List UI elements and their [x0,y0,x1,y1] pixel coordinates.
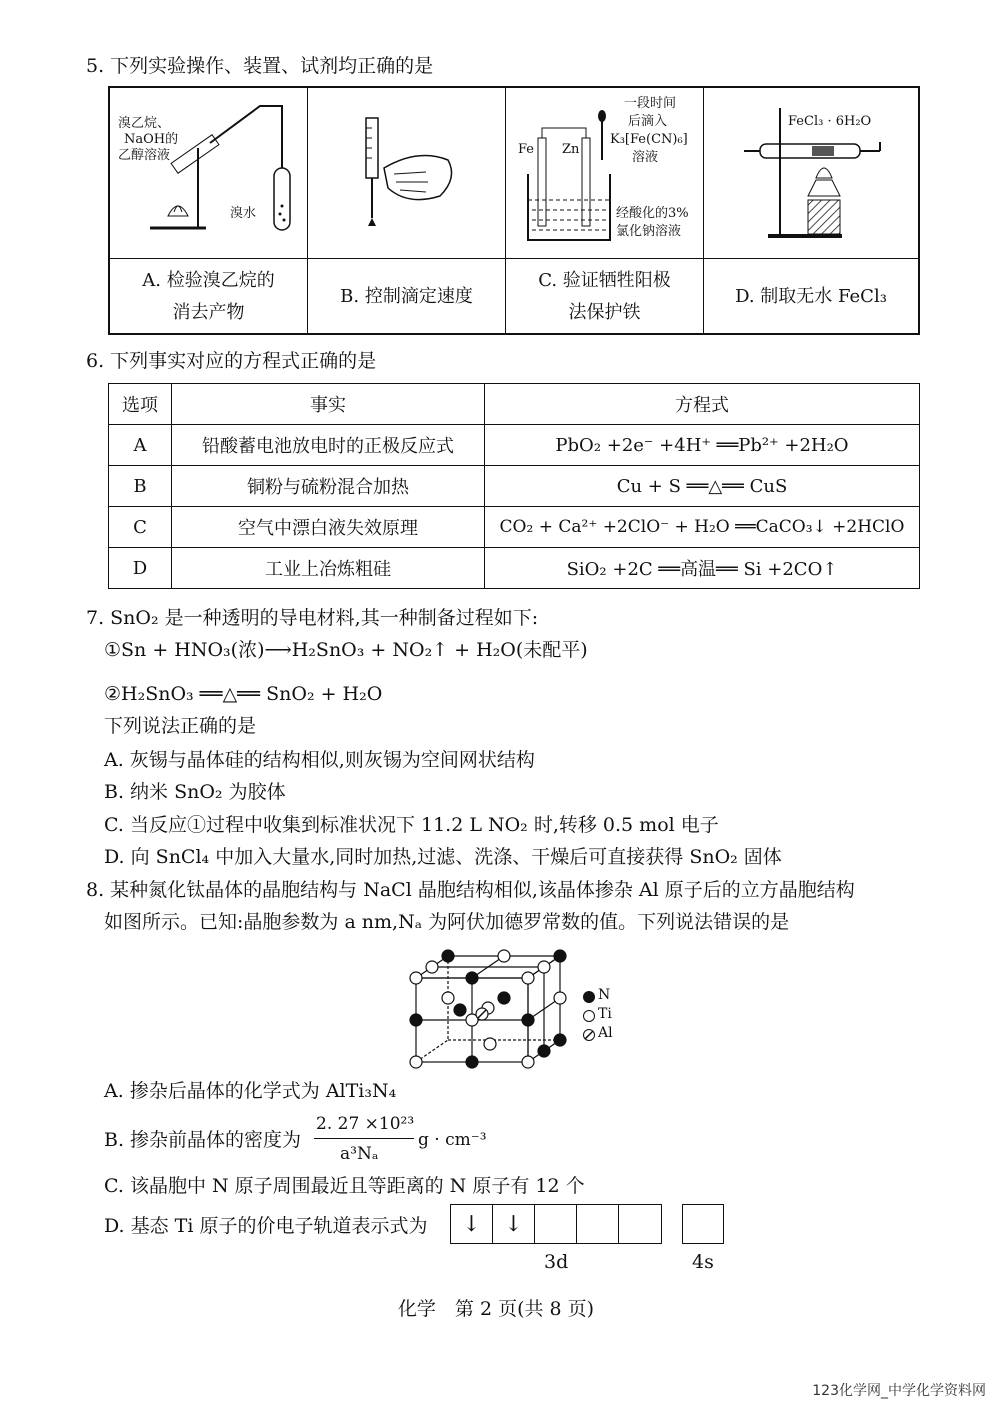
row-option: C [109,507,172,548]
label-c-zn: Zn [562,142,580,157]
caption-b-line1: B. 控制滴定速度 [340,286,473,307]
label-c-6: 氯化钠溶液 [616,224,682,239]
label-c-1: 一段时间 [624,96,677,111]
label-c-2: 后滴入 [628,114,668,129]
q7-prompt: 下列说法正确的是 [104,715,257,737]
table-row [109,425,920,466]
label-c-fe: Fe [518,142,535,157]
label-c-4: 溶液 [632,150,659,165]
row-equation: SiO₂ +2C ══高温══ Si +2CO↑ [485,548,920,589]
crystal-cell-diagram [400,948,600,1078]
orbital-box: ↓ [451,1205,493,1243]
q8-stem-line1: 8. 某种氮化钛晶体的晶胞结构与 NaCl 晶胞结构相似,该晶体掺杂 Al 原子后的立方晶胞结构 [86,879,855,901]
orbital-box [683,1205,723,1243]
apparatus-c-drawing [506,88,704,258]
table-row [109,507,920,548]
fraction-bar [314,1138,414,1139]
header-option: 选项 [109,384,172,425]
row-fact: 工业上冶炼粗硅 [172,548,485,589]
caption-a-line2: 消去产物 [172,302,245,323]
q5-stem: 5. 下列实验操作、装置、试剂均正确的是 [86,55,434,77]
q7-option-b: B. 纳米 SnO₂ 为胶体 [104,781,286,803]
q7-equation-1: ①Sn + HNO₃(浓)⟶H₂SnO₃ + NO₂↑ + H₂O(未配平) [104,639,588,661]
apparatus-d [704,88,918,258]
watermark: 123化学网_中学化学资料网 [812,1383,986,1399]
label-a-1: 溴乙烷、 [118,116,171,131]
q7-option-d: D. 向 SnCl₄ 中加入大量水,同时加热,过滤、洗涤、干燥后可直接获得 SnO₂ 固体 [104,846,782,868]
option-c-caption [506,258,704,335]
label-a-4: 溴水 [230,206,257,221]
option-b-caption [308,258,506,335]
q8-option-b-prefix: B. 掺杂前晶体的密度为 [104,1129,302,1151]
table-row [109,466,920,507]
row-fact: 铜粉与硫粉混合加热 [172,466,485,507]
q7-equation-2: ②H₂SnO₃ ══△══ SnO₂ + H₂O [104,683,383,705]
apparatus-b [308,88,506,258]
q8-stem-line2: 如图所示。已知:晶胞参数为 a nm,Nₐ 为阿伏加德罗常数的值。下列说法错误的是 [104,911,790,933]
al-atom-icon [476,1008,488,1020]
row-equation: Cu + S ══△══ CuS [485,466,920,507]
label-3d: 3d [544,1251,569,1273]
q6-header-row [109,384,920,425]
label-c-3: K₃[Fe(CN)₆] [610,132,688,147]
row-fact: 铅酸蓄电池放电时的正极反应式 [172,425,485,466]
apparatus-d-drawing [704,88,918,258]
caption-c-line2: 法保护铁 [568,302,641,323]
q6-table [108,383,920,589]
caption-a-line1: A. 检验溴乙烷的 [142,270,275,291]
header-equation: 方程式 [485,384,920,425]
orbital-box: ↓ [493,1205,535,1243]
label-4s: 4s [692,1251,714,1273]
apparatus-b-drawing [308,88,506,258]
label-d-1: FeCl₃ · 6H₂O [788,114,872,129]
legend-ti: Ti [598,1006,612,1022]
q8-option-b-unit: g · cm⁻³ [418,1130,487,1150]
caption-d-line1: D. 制取无水 FeCl₃ [735,286,887,307]
apparatus-a [110,88,308,258]
q7-option-c: C. 当反应①过程中收集到标准状况下 11.2 L NO₂ 时,转移 0.5 mol 电子 [104,814,719,836]
row-equation: PbO₂ +2e⁻ +4H⁺ ══Pb²⁺ +2H₂O [485,425,920,466]
orbital-4s [682,1204,724,1244]
caption-c-line1: C. 验证牺牲阳极 [538,270,671,291]
apparatus-a-drawing [110,88,308,258]
row-option: B [109,466,172,507]
row-fact: 空气中漂白液失效原理 [172,507,485,548]
q8-option-b-denominator: a³Nₐ [340,1144,379,1164]
q7-option-a: A. 灰锡与晶体硅的结构相似,则灰锡为空间网状结构 [104,749,535,771]
q8-option-d-prefix: D. 基态 Ti 原子的价电子轨道表示式为 [104,1215,428,1237]
label-a-3: 乙醇溶液 [118,148,171,163]
orbital-box [577,1205,619,1243]
q8-option-c: C. 该晶胞中 N 原子周围最近且等距离的 N 原子有 12 个 [104,1175,585,1197]
legend-n: N [598,987,611,1003]
row-option: A [109,425,172,466]
table-row [109,548,920,589]
header-fact: 事实 [172,384,485,425]
q6-stem: 6. 下列事实对应的方程式正确的是 [86,350,377,372]
label-c-5: 经酸化的3% [616,206,689,221]
orbital-3d [450,1204,662,1244]
q5-apparatus-table [108,86,920,335]
legend-al: Al [598,1025,613,1041]
row-equation: CO₂ + Ca²⁺ +2ClO⁻ + H₂O ══CaCO₃↓ +2HClO [485,507,920,548]
q8-option-b-numerator: 2. 27 ×10²³ [316,1114,415,1134]
row-option: D [109,548,172,589]
q8-option-a: A. 掺杂后晶体的化学式为 AlTi₃N₄ [104,1080,397,1102]
legend-icons [582,990,596,1050]
orbital-box [619,1205,661,1243]
option-d-caption [704,258,918,335]
apparatus-c [506,88,704,258]
page-footer: 化学 第 2 页(共 8 页) [397,1298,595,1320]
option-a-caption [110,258,308,335]
orbital-box [535,1205,577,1243]
label-a-2: NaOH的 [124,132,179,147]
q7-stem: 7. SnO₂ 是一种透明的导电材料,其一种制备过程如下: [86,607,539,629]
